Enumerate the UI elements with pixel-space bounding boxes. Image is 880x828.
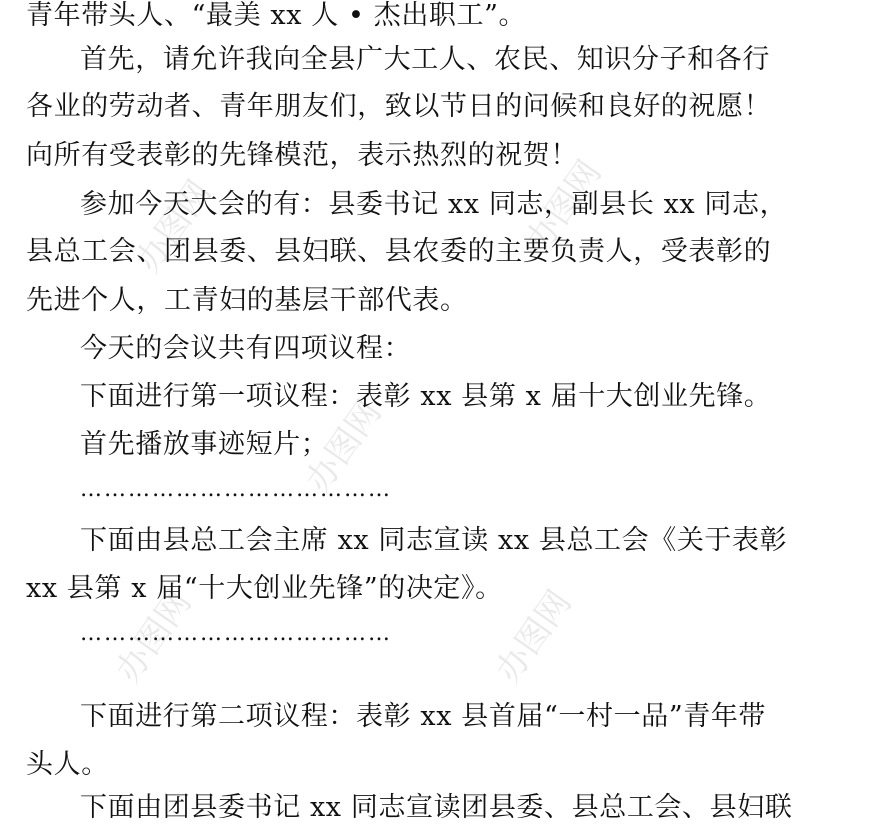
text-line-13: 下面进行第二项议程：表彰 xx 县首届“一村一品”青年带 bbox=[80, 701, 767, 732]
watermark-3: 办图网 bbox=[298, 393, 390, 500]
text-line-3: 各业的劳动者、青年朋友们，致以节日的问候和良好的祝愿！ bbox=[26, 91, 772, 122]
text-line-8: 今天的会议共有四项议程： bbox=[80, 333, 412, 364]
watermark-4: 办图网 bbox=[108, 583, 200, 690]
text-line-9: 下面进行第一项议程：表彰 xx 县第 x 届十大创业先锋。 bbox=[80, 381, 772, 412]
text-line-6: 县总工会、团县委、县妇联、县农委的主要负责人，受表彰的 bbox=[26, 236, 772, 267]
ellipsis-line-1: ………………………………… bbox=[80, 477, 392, 502]
text-line-4: 向所有受表彰的先锋模范，表示热烈的祝贺！ bbox=[26, 140, 578, 171]
ellipsis-line-2: ………………………………… bbox=[80, 621, 392, 646]
text-line-14: 头人。 bbox=[26, 749, 109, 780]
text-line-5: 参加今天大会的有：县委书记 xx 同志，副县长 xx 同志， bbox=[80, 189, 788, 220]
text-line-12: xx 县第 x 届“十大创业先锋”的决定》。 bbox=[26, 573, 503, 604]
text-line-11: 下面由县总工会主席 xx 同志宣读 xx 县总工会《关于表彰 bbox=[80, 525, 788, 556]
watermark-1: 办图网 bbox=[128, 173, 220, 280]
text-line-2: 首先，请允许我向全县广大工人、农民、知识分子和各行 bbox=[80, 44, 770, 75]
text-line-15: 下面由团县委书记 xx 同志宣读团县委、县总工会、县妇联 bbox=[80, 792, 793, 823]
text-line-7: 先进个人，工青妇的基层干部代表。 bbox=[26, 285, 468, 316]
watermark-5: 办图网 bbox=[488, 583, 580, 690]
text-line-10: 首先播放事迹短片； bbox=[80, 429, 329, 460]
text-line-1: 青年带头人、“最美 xx 人 • 杰出职工”。 bbox=[26, 0, 527, 31]
watermark-2: 办图网 bbox=[518, 153, 610, 260]
